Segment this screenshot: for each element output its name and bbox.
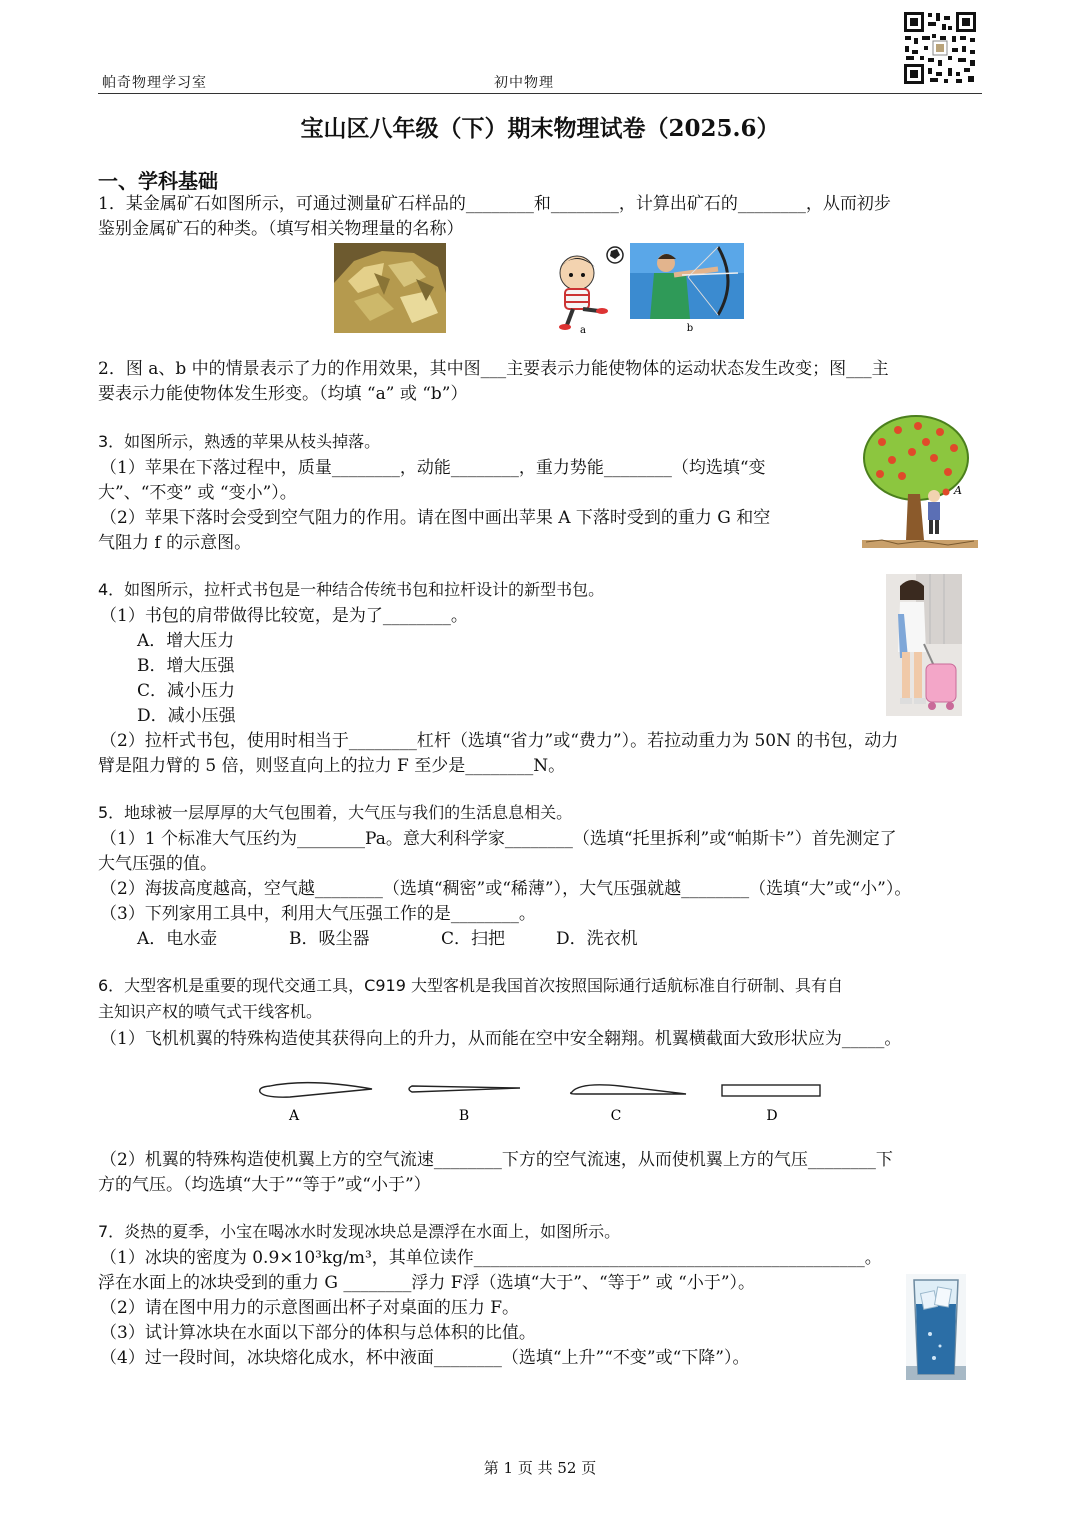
q4-option-b: B．增大压强 (137, 656, 235, 676)
q6-stem-line2: 主知识产权的喷气式干线客机。 (98, 1002, 323, 1021)
q7-part2: （2）请在图中用力的示意图画出杯子对桌面的压力 F。 (100, 1298, 520, 1318)
q6-part1: （1）飞机机翼的特殊构造使其获得向上的升力，从而能在空中安全翱翔。机翼横截面大致形状应为_____。 (100, 1029, 902, 1049)
q4-part2-line1: （2）拉杆式书包，使用时相当于________杠杆（选填“省力”或“费力”）。若拉动重力为 50N 的书包，动力 (100, 731, 899, 751)
q5-part1-line1: （1）1 个标准大气压约为________Pa。意大利科学家________（选填“托里拆利”或“帕斯卡”）首先测定了 (100, 829, 897, 849)
q3-stem: 3．如图所示，熟透的苹果从枝头掉落。 (98, 432, 381, 451)
figure-a-label: a (580, 325, 586, 335)
q6-part2-line2: 方的气压。（均选填“大于”“等于”或“小于”） (98, 1175, 431, 1195)
page-title: 宝山区八年级（下）期末物理试卷（2025.6） (300, 115, 780, 142)
ore-rock-image (334, 243, 446, 333)
q4-option-d: D．减小压强 (137, 706, 236, 726)
q3-part1-line2: 大”、“不变” 或 “变小”）。 (98, 483, 297, 503)
header-center: 初中物理 (494, 75, 554, 91)
watermark: ⠀ (260, 480, 375, 602)
wing-label-a: A (288, 1108, 300, 1124)
q6-stem-line1: 6．大型客机是重要的现代交通工具，C919 大型客机是我国首次按照国际通行适航标准自行研制、具有自 (98, 976, 843, 995)
q5-part1-line2: 大气压强的值。 (98, 854, 217, 874)
apple-tree-image (862, 412, 978, 548)
wing-shape-d (722, 1085, 820, 1096)
wing-cross-sections (250, 1070, 830, 1126)
trolley-backpack-girl-image (886, 574, 962, 716)
wing-shape-b (409, 1086, 520, 1092)
wing-label-b: B (458, 1108, 470, 1124)
q1-line1: 1．某金属矿石如图所示，可通过测量矿石样品的________和________，计算出矿石的________，从而初步 (98, 194, 891, 214)
q4-stem: 4．如图所示，拉杆式书包是一种结合传统书包和拉杆设计的新型书包。 (98, 580, 605, 599)
q7-part1-line1: （1）冰块的密度为 0.9×10³kg/m³，其单位读作______________________________________________。 (100, 1248, 882, 1268)
q3-part2-line1: （2）苹果下落时会受到空气阻力的作用。请在图中画出苹果 A 下落时受到的重力 G 和空 (100, 508, 771, 528)
wing-label-d: D (766, 1108, 778, 1124)
q7-stem: 7．炎热的夏季，小宝在喝冰水时发现冰块总是漂浮在水面上，如图所示。 (98, 1222, 621, 1241)
q5-stem: 5．地球被一层厚厚的大气包围着，大气压与我们的生活息息相关。 (98, 803, 573, 822)
header-divider (98, 93, 982, 94)
q2-line1: 2．图 a、b 中的情景表示了力的作用效果，其中图___主要表示力能使物体的运动状态发生改变；图___主 (98, 359, 889, 379)
page-number: 第 1 页 共 52 页 (483, 1459, 597, 1477)
q5-option-b: B．吸尘器 (289, 929, 370, 949)
q5-option-a: A．电水壶 (137, 929, 218, 949)
q4-part2-line2: 臂是阻力臂的 5 倍，则竖直向上的拉力 F 至少是________N。 (98, 756, 566, 776)
q4-option-c: C．减小压力 (137, 681, 236, 701)
q5-option-c: C．扫把 (441, 929, 506, 949)
q5-option-d: D．洗衣机 (556, 929, 638, 949)
section-heading: 一、学科基础 (98, 169, 218, 193)
qr-code-image (902, 10, 978, 86)
q7-part4: （4）过一段时间，冰块熔化成水，杯中液面________（选填“上升”“不变”或“下降”）。 (100, 1348, 750, 1368)
figure-b-label: b (686, 323, 694, 334)
q7-part3: （3）试计算冰块在水面以下部分的体积与总体积的比值。 (100, 1323, 536, 1343)
wing-shape-a (260, 1083, 372, 1098)
q3-part2-line2: 气阻力 f 的示意图。 (98, 533, 252, 553)
q1-line2: 鉴别金属矿石的种类。（填写相关物理量的名称） (98, 219, 464, 239)
apple-a-label: A (954, 484, 962, 497)
figure-b-archer (630, 243, 744, 335)
wing-shape-c (571, 1085, 686, 1094)
q4-part1: （1）书包的肩带做得比较宽，是为了________。 (100, 606, 468, 626)
q7-part1-line2: 浮在水面上的冰块受到的重力 G ________浮力 F浮（选填“大于”、“等于” 或 “小于”）。 (98, 1273, 756, 1293)
q4-option-a: A．增大压力 (137, 631, 235, 651)
q5-part3: （3）下列家用工具中，利用大气压强工作的是________。 (100, 904, 536, 924)
q5-part2: （2）海拔高度越高，空气越________（选填“稠密”或“稀薄”），大气压强就越________（选填“大”或“小”）。 (100, 879, 912, 899)
q3-part1-line1: （1）苹果在下落过程中，质量________，动能________，重力势能________（均选填“变 (100, 458, 766, 478)
q6-part2-line1: （2）机翼的特殊构造使机翼上方的空气流速________下方的空气流速，从而使机翼上方的气压________下 (100, 1150, 893, 1170)
ice-water-glass-image (906, 1274, 966, 1380)
figure-a-kid-kicking-ball (537, 245, 629, 335)
wing-label-c: C (610, 1108, 622, 1124)
header-left: 帕奇物理学习室 (102, 75, 207, 91)
q2-line2: 要表示力能使物体发生形变。（均填 “a” 或 “b”） (98, 384, 468, 404)
